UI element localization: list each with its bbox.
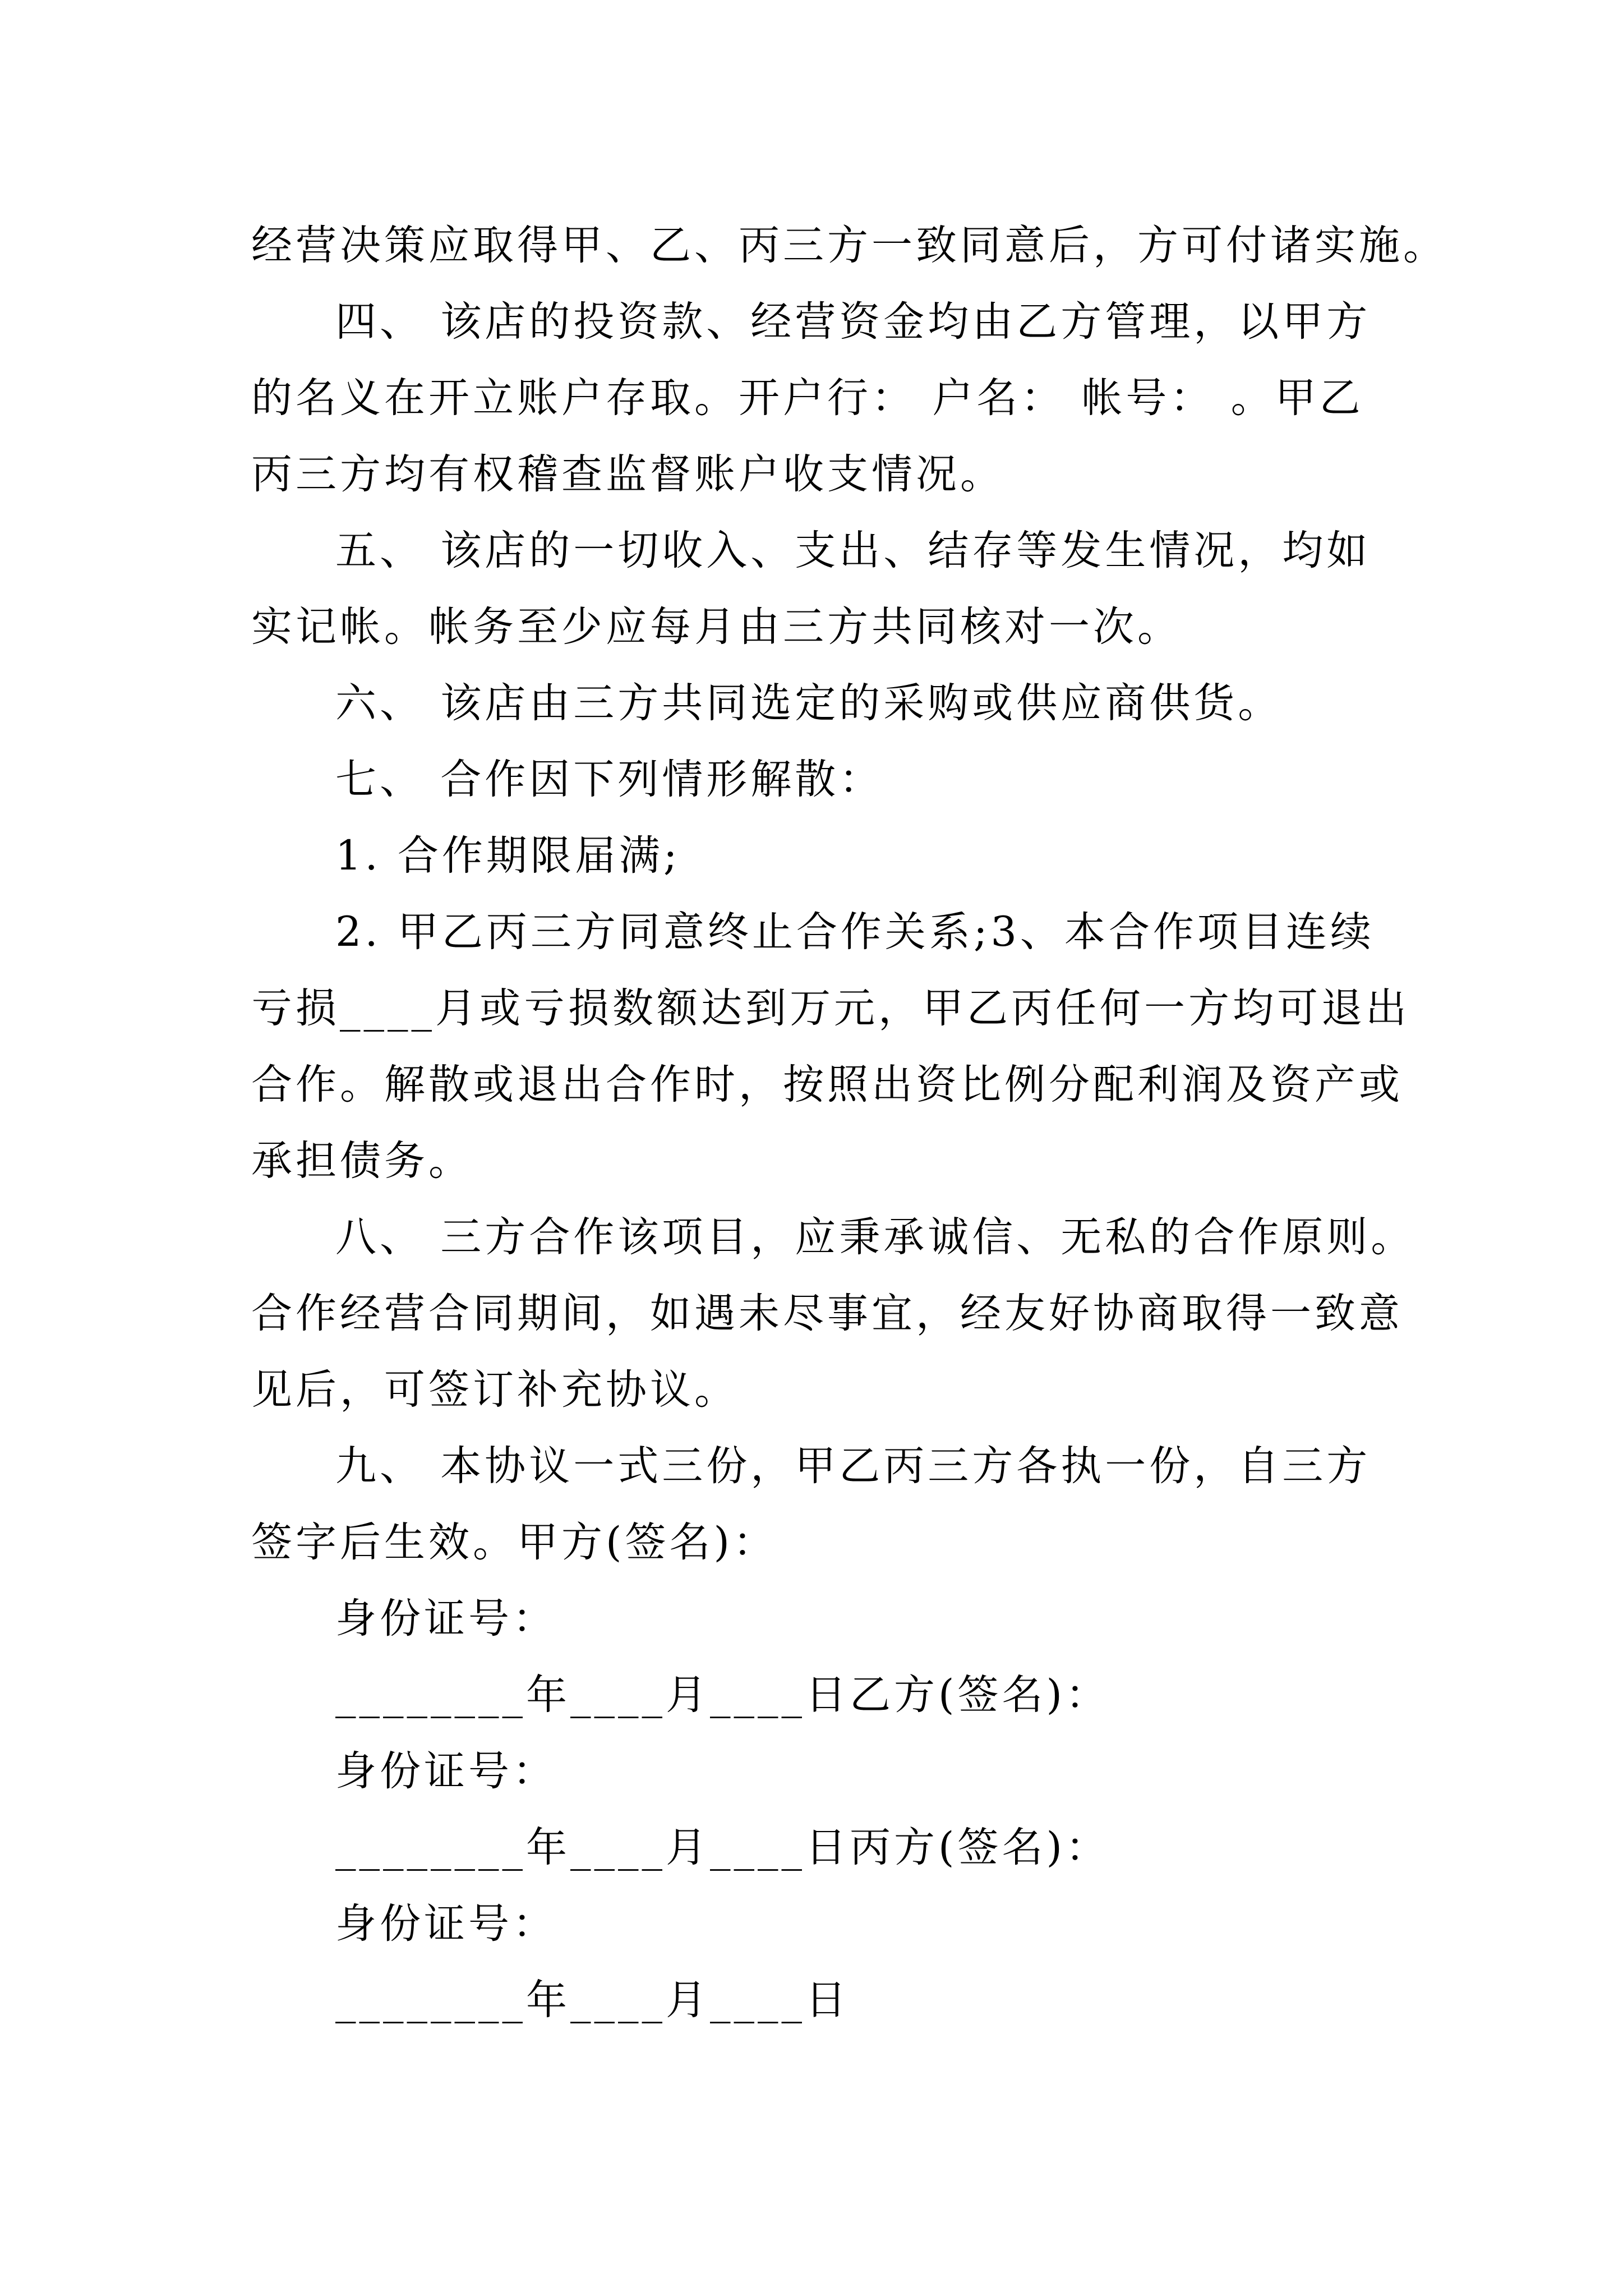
paragraph-line: 亏损____月或亏损数额达到万元，甲乙丙任何一方均可退出 (251, 984, 1410, 1032)
list-item-1: 1. 合作期限届满; (335, 832, 681, 880)
date-line: ________年____月____日 (335, 1976, 850, 2024)
paragraph-line: 丙三方均有权稽查监督账户收支情况。 (251, 450, 1004, 498)
id-number-label: 身份证号： (335, 1900, 557, 1948)
paragraph-line: 经营决策应取得甲、乙、丙三方一致同意后，方可付诸实施。 (251, 222, 1447, 269)
id-number-label: 身份证号： (335, 1747, 557, 1795)
paragraph-line: 承担债务。 (251, 1137, 473, 1185)
date-party-b-line: ________年____月____日乙方(签名)： (335, 1671, 1110, 1719)
party-a-signature-line: 签字后生效。甲方(签名)： (251, 1519, 777, 1566)
paragraph-line: 合作。解散或退出合作时，按照出资比例分配利润及资产或 (251, 1061, 1403, 1108)
paragraph-line: 合作经营合同期间，如遇未尽事宜，经友好协商取得一致意 (251, 1290, 1403, 1337)
paragraph-line: 的名义在开立账户存取。开户行： 户名： 帐号： 。甲乙 (251, 374, 1364, 422)
paragraph-line: 实记帐。帐务至少应每月由三方共同核对一次。 (251, 603, 1182, 651)
clause-4-line: 四、 该店的投资款、经营资金均由乙方管理，以甲方 (335, 298, 1371, 346)
clause-8-line: 八、 三方合作该项目，应秉承诚信、无私的合作原则。 (335, 1213, 1415, 1261)
paragraph-line: 见后，可签订补充协议。 (251, 1366, 739, 1414)
clause-7-line: 七、 合作因下列情形解散： (335, 756, 884, 803)
clause-6-line: 六、 该店由三方共同选定的采购或供应商供货。 (335, 679, 1283, 727)
clause-5-line: 五、 该店的一切收入、支出、结存等发生情况，均如 (335, 527, 1371, 574)
date-party-c-line: ________年____月____日丙方(签名)： (335, 1824, 1110, 1871)
clause-9-line: 九、 本协议一式三份，甲乙丙三方各执一份，自三方 (335, 1442, 1371, 1490)
id-number-label: 身份证号： (335, 1595, 557, 1642)
list-item-2: 2. 甲乙丙三方同意终止合作关系;3、本合作项目连续 (335, 908, 1375, 956)
